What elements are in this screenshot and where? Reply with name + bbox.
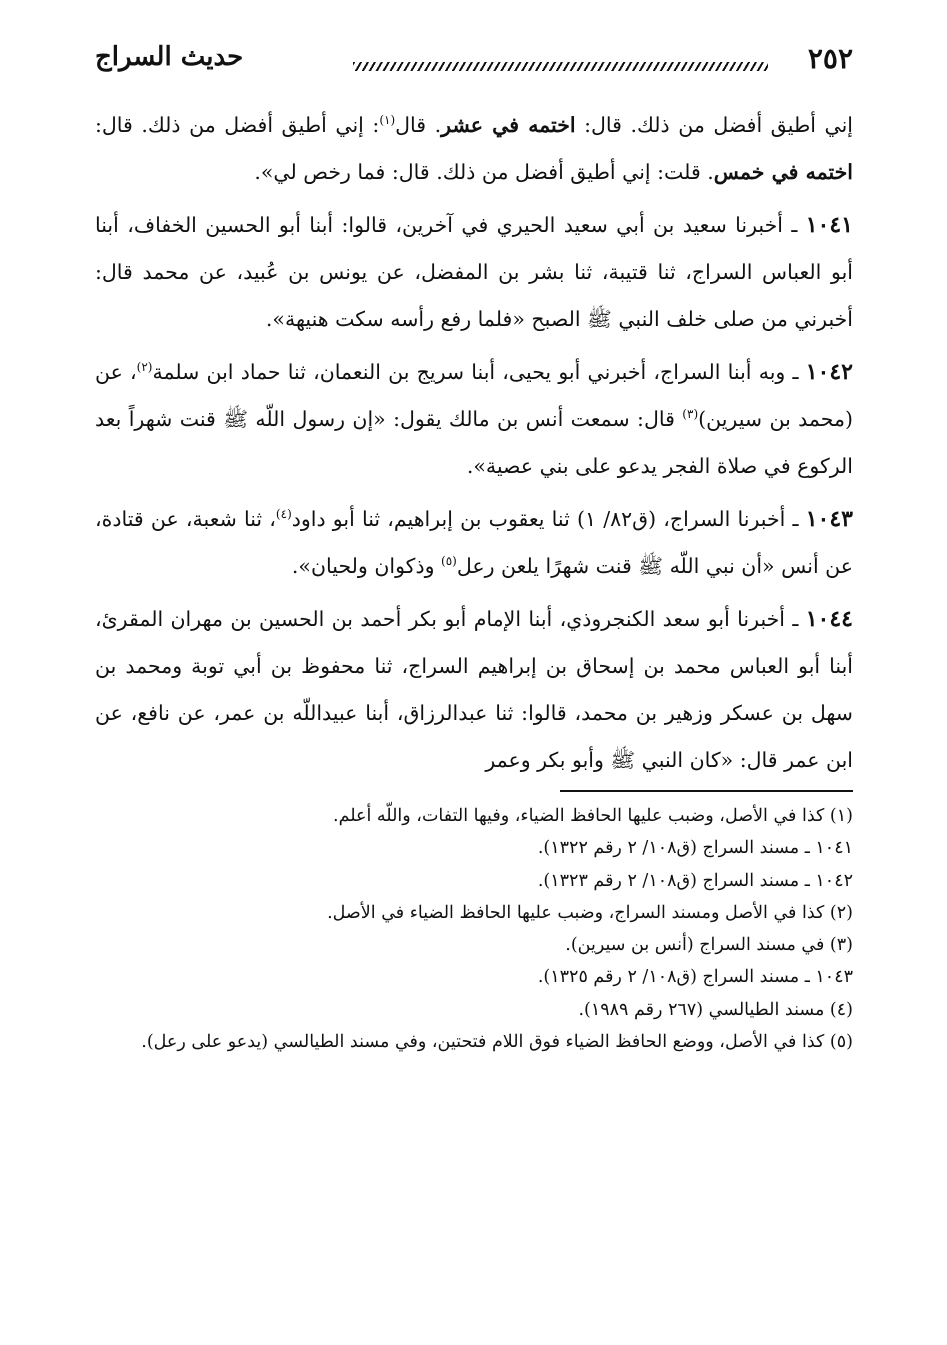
text-run: ـ أخبرنا أبو سعد الكنجروذي، أبنا الإمام أبو بكر أحمد بن الحسين بن مهران المقرئ، أبنا أبو العباس محمد بن إسحاق بن إبراهيم السراج، ثنا محفوظ بن أبي توبة ومحمد بن سهل بن عسكر وزهير بن محمد، قالوا: ثنا عبدالرزاق، أبنا عبيداللّه بن عمر، عن نافع، عن ابن عمر قال: «كان النبي ﷺ وأبو بكر وعمر <box>95 607 853 772</box>
text-run: قال: سمعت أنس بن مالك يقول: «إن رسول اللّه ﷺ قنت شهراً بعد الركوع في صلاة الفجر يدعو على بني عصية». <box>95 407 853 478</box>
page-number: ٢٥٢ <box>807 42 853 75</box>
footnote-marker: (١) <box>379 113 396 128</box>
text-run: . قال <box>395 113 442 137</box>
hadith-paragraph <box>95 349 853 490</box>
hadith-number: ١٠٤٢ <box>805 359 853 385</box>
footnote-marker: (٣) <box>682 407 699 422</box>
hadith-number: ١٠٤٤ <box>805 606 853 632</box>
bold-phrase: اختمه في خمس <box>713 160 853 184</box>
footnote: (٣) في مسند السراج (أنس بن سيرين). <box>565 935 853 956</box>
hadith-paragraph <box>95 496 853 590</box>
footnote-separator <box>560 790 853 792</box>
book-page <box>95 38 853 1318</box>
text-run: ـ أخبرنا سعيد بن أبي سعيد الحيري في آخرين، قالوا: أبنا أبو الحسين الخفاف، أبنا أبو العباس السراج، ثنا قتيبة، ثنا بشر بن المفضل، عن يونس بن عُبيد، عن محمد قال: أخبرني من صلى خلف النبي ﷺ الصبح «فلما رفع رأسه سكت هنيهة». <box>95 213 853 331</box>
text-run: . قلت: إني أطيق أفضل من ذلك. قال: فما رخص لي». <box>254 160 714 184</box>
text-run: : إني أطيق أفضل من ذلك. قال: <box>95 113 380 137</box>
text-run: ، عن (محمد بن سيرين) <box>95 360 853 431</box>
footnote-marker: (٤) <box>275 507 292 522</box>
text-run: ـ وبه أبنا السراج، أخبرني أبو يحيى، أبنا سريج بن النعمان، ثنا حماد ابن سلمة <box>152 360 806 384</box>
footnote: ١٠٤١ ـ مسند السراج (ق١٠٨/ ٢ رقم ١٣٢٢). <box>537 838 853 859</box>
footnote: (٥) كذا في الأصل، ووضع الحافظ الضياء فوق اللام فتحتين، وفي مسند الطيالسي (يدعو على رعل). <box>141 1032 853 1053</box>
footnote-marker: (٥) <box>441 554 457 569</box>
hadith-paragraph <box>95 102 853 196</box>
footnote: (١) كذا في الأصل، وضبب عليها الحافظ الضياء، وفيها التفات، واللّه أعلم. <box>333 806 853 826</box>
hadith-paragraph <box>95 596 853 784</box>
text-run: ـ أخبرنا السراج، (ق٨٢/ ١) ثنا يعقوب بن إبراهيم، ثنا أبو داود <box>291 507 806 531</box>
footnote-marker: (٢) <box>136 360 153 375</box>
running-title: حديث السراج <box>95 42 244 72</box>
header-decorative-rule <box>353 62 768 71</box>
main-text <box>95 102 853 784</box>
hadith-number: ١٠٤١ <box>805 212 853 238</box>
footnote: (٤) مسند الطيالسي (٢٦٧ رقم ١٩٨٩). <box>578 999 853 1020</box>
footnote: ١٠٤٢ ـ مسند السراج (ق١٠٨/ ٢ رقم ١٣٢٣). <box>537 870 853 891</box>
text-run: وذكوان ولحيان». <box>291 554 441 578</box>
footnotes <box>95 800 853 1058</box>
page-header <box>95 38 853 84</box>
hadith-number: ١٠٤٣ <box>805 506 853 532</box>
text-run: ، ثنا شعبة، عن قتادة، عن أنس «أن نبي اللّه ﷺ قنت شهرًا يلعن رعل <box>95 507 853 578</box>
text-run: إني أطيق أفضل من ذلك. قال: <box>575 113 854 137</box>
footnote: ١٠٤٣ ـ مسند السراج (ق١٠٨/ ٢ رقم ١٣٢٥). <box>537 967 853 988</box>
hadith-paragraph <box>95 202 853 343</box>
footnote: (٢) كذا في الأصل ومسند السراج، وضبب عليها الحافظ الضياء في الأصل. <box>327 902 853 923</box>
bold-phrase: اختمه في عشر <box>441 113 576 137</box>
